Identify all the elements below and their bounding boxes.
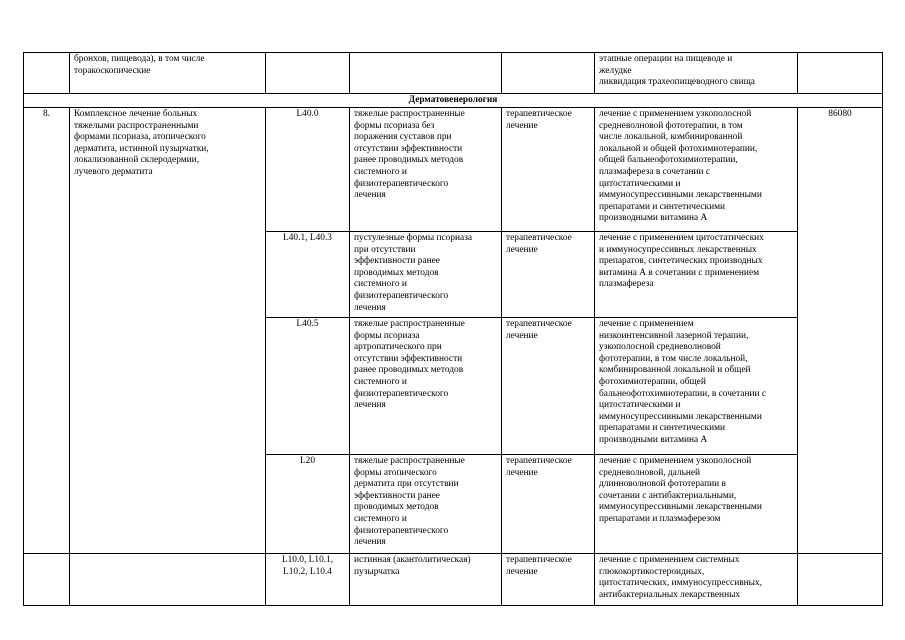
cell-treatment: терапевтическое лечение [502, 455, 595, 554]
table-row [24, 108, 883, 232]
cell-profile: Комплексное лечение больных тяжелыми распространенными формами псориаза, атопического дерматита, истинной пузырчатки, локализованной склеродермии, лучевого дерматита [70, 108, 266, 554]
table-row [24, 554, 883, 606]
cell-treatment: терапевтическое лечение [502, 232, 595, 318]
table-row [24, 53, 883, 94]
cell-code: L40.0 [266, 108, 350, 232]
cell-model: тяжелые распространенные формы псориаза без поражения суставов при отсутствии эффективности ранее проводимых методов системного и физиотерапевтического лечения [350, 108, 502, 232]
cell-treatment: терапевтическое лечение [502, 108, 595, 232]
cell-number: 8. [24, 108, 70, 554]
section-title: Дерматовенерология [24, 94, 883, 108]
cell-code: L20 [266, 455, 350, 554]
cell-price: 86080 [798, 108, 883, 554]
cell-profile: бронхов, пищевода), в том числе торакоскопические [70, 53, 266, 94]
cell-code: L40.5 [266, 318, 350, 455]
cell-price [798, 53, 883, 94]
cell-code: L40.1, L40.3 [266, 232, 350, 318]
cell-method: лечение с применением узкополосной средневолновой, дальней длинноволновой фототерапии в сочетании с антибактериальными, иммуносупрессивными лекарственными препаратами и плазмаферезом [595, 455, 798, 554]
cell-method: этапные операции на пищеводе и желудке ликвидация трахеопищеводного свища [595, 53, 798, 94]
cell-method: лечение с применением системных глюкокортикостероидных, цитостатических, иммуносупрессивных, антибактериальных лекарственных [595, 554, 798, 606]
cell-number [24, 554, 70, 606]
cell-model: истинная (акантолитическая) пузырчатка [350, 554, 502, 606]
cell-model: пустулезные формы псориаза при отсутствии эффективности ранее проводимых методов системного и физиотерапевтического лечения [350, 232, 502, 318]
cell-method: лечение с применением цитостатических и иммуносупрессивных лекарственных препаратов, синтетических производных витамина А в сочетании с применением плазмафереза [595, 232, 798, 318]
cell-code: L10.0, L10.1, L10.2, L10.4 [266, 554, 350, 606]
section-row [24, 94, 883, 108]
cell-method: лечение с применением узкополосной средневолновой фототерапии, в том числе локальной, комбинированной локальной и общей фотохимиотерапии, общей бальнеофотохимиотерапии, плазмафереза в сочетании с цитостатическими и иммуносупрессивными лекарственными препаратами и синтетическими производными витамина А [595, 108, 798, 232]
cell-profile [70, 554, 266, 606]
cell-treatment: терапевтическое лечение [502, 318, 595, 455]
cell-treatment: терапевтическое лечение [502, 554, 595, 606]
cell-code [266, 53, 350, 94]
cell-treatment [502, 53, 595, 94]
cell-model: тяжелые распространенные формы псориаза артропатического при отсутствии эффективности ранее проводимых методов системного и физиотерапевтического лечения [350, 318, 502, 455]
cell-price [798, 554, 883, 606]
vmp-table [23, 52, 883, 606]
cell-number [24, 53, 70, 94]
cell-method: лечение с применением низкоинтенсивной лазерной терапии, узкополосной средневолновой фототерапии, в том числе локальной, комбинированной локальной и общей фотохимиотерапии, общей бальнеофотохимиотерапии, в сочетании с цитостатическими и иммуносупрессивными лекарственными препаратами и синтетическими производными витамина А [595, 318, 798, 455]
cell-model [350, 53, 502, 94]
cell-model: тяжелые распространенные формы атопического дерматита при отсутствии эффективности ранее проводимых методов системного и физиотерапевтического лечения [350, 455, 502, 554]
